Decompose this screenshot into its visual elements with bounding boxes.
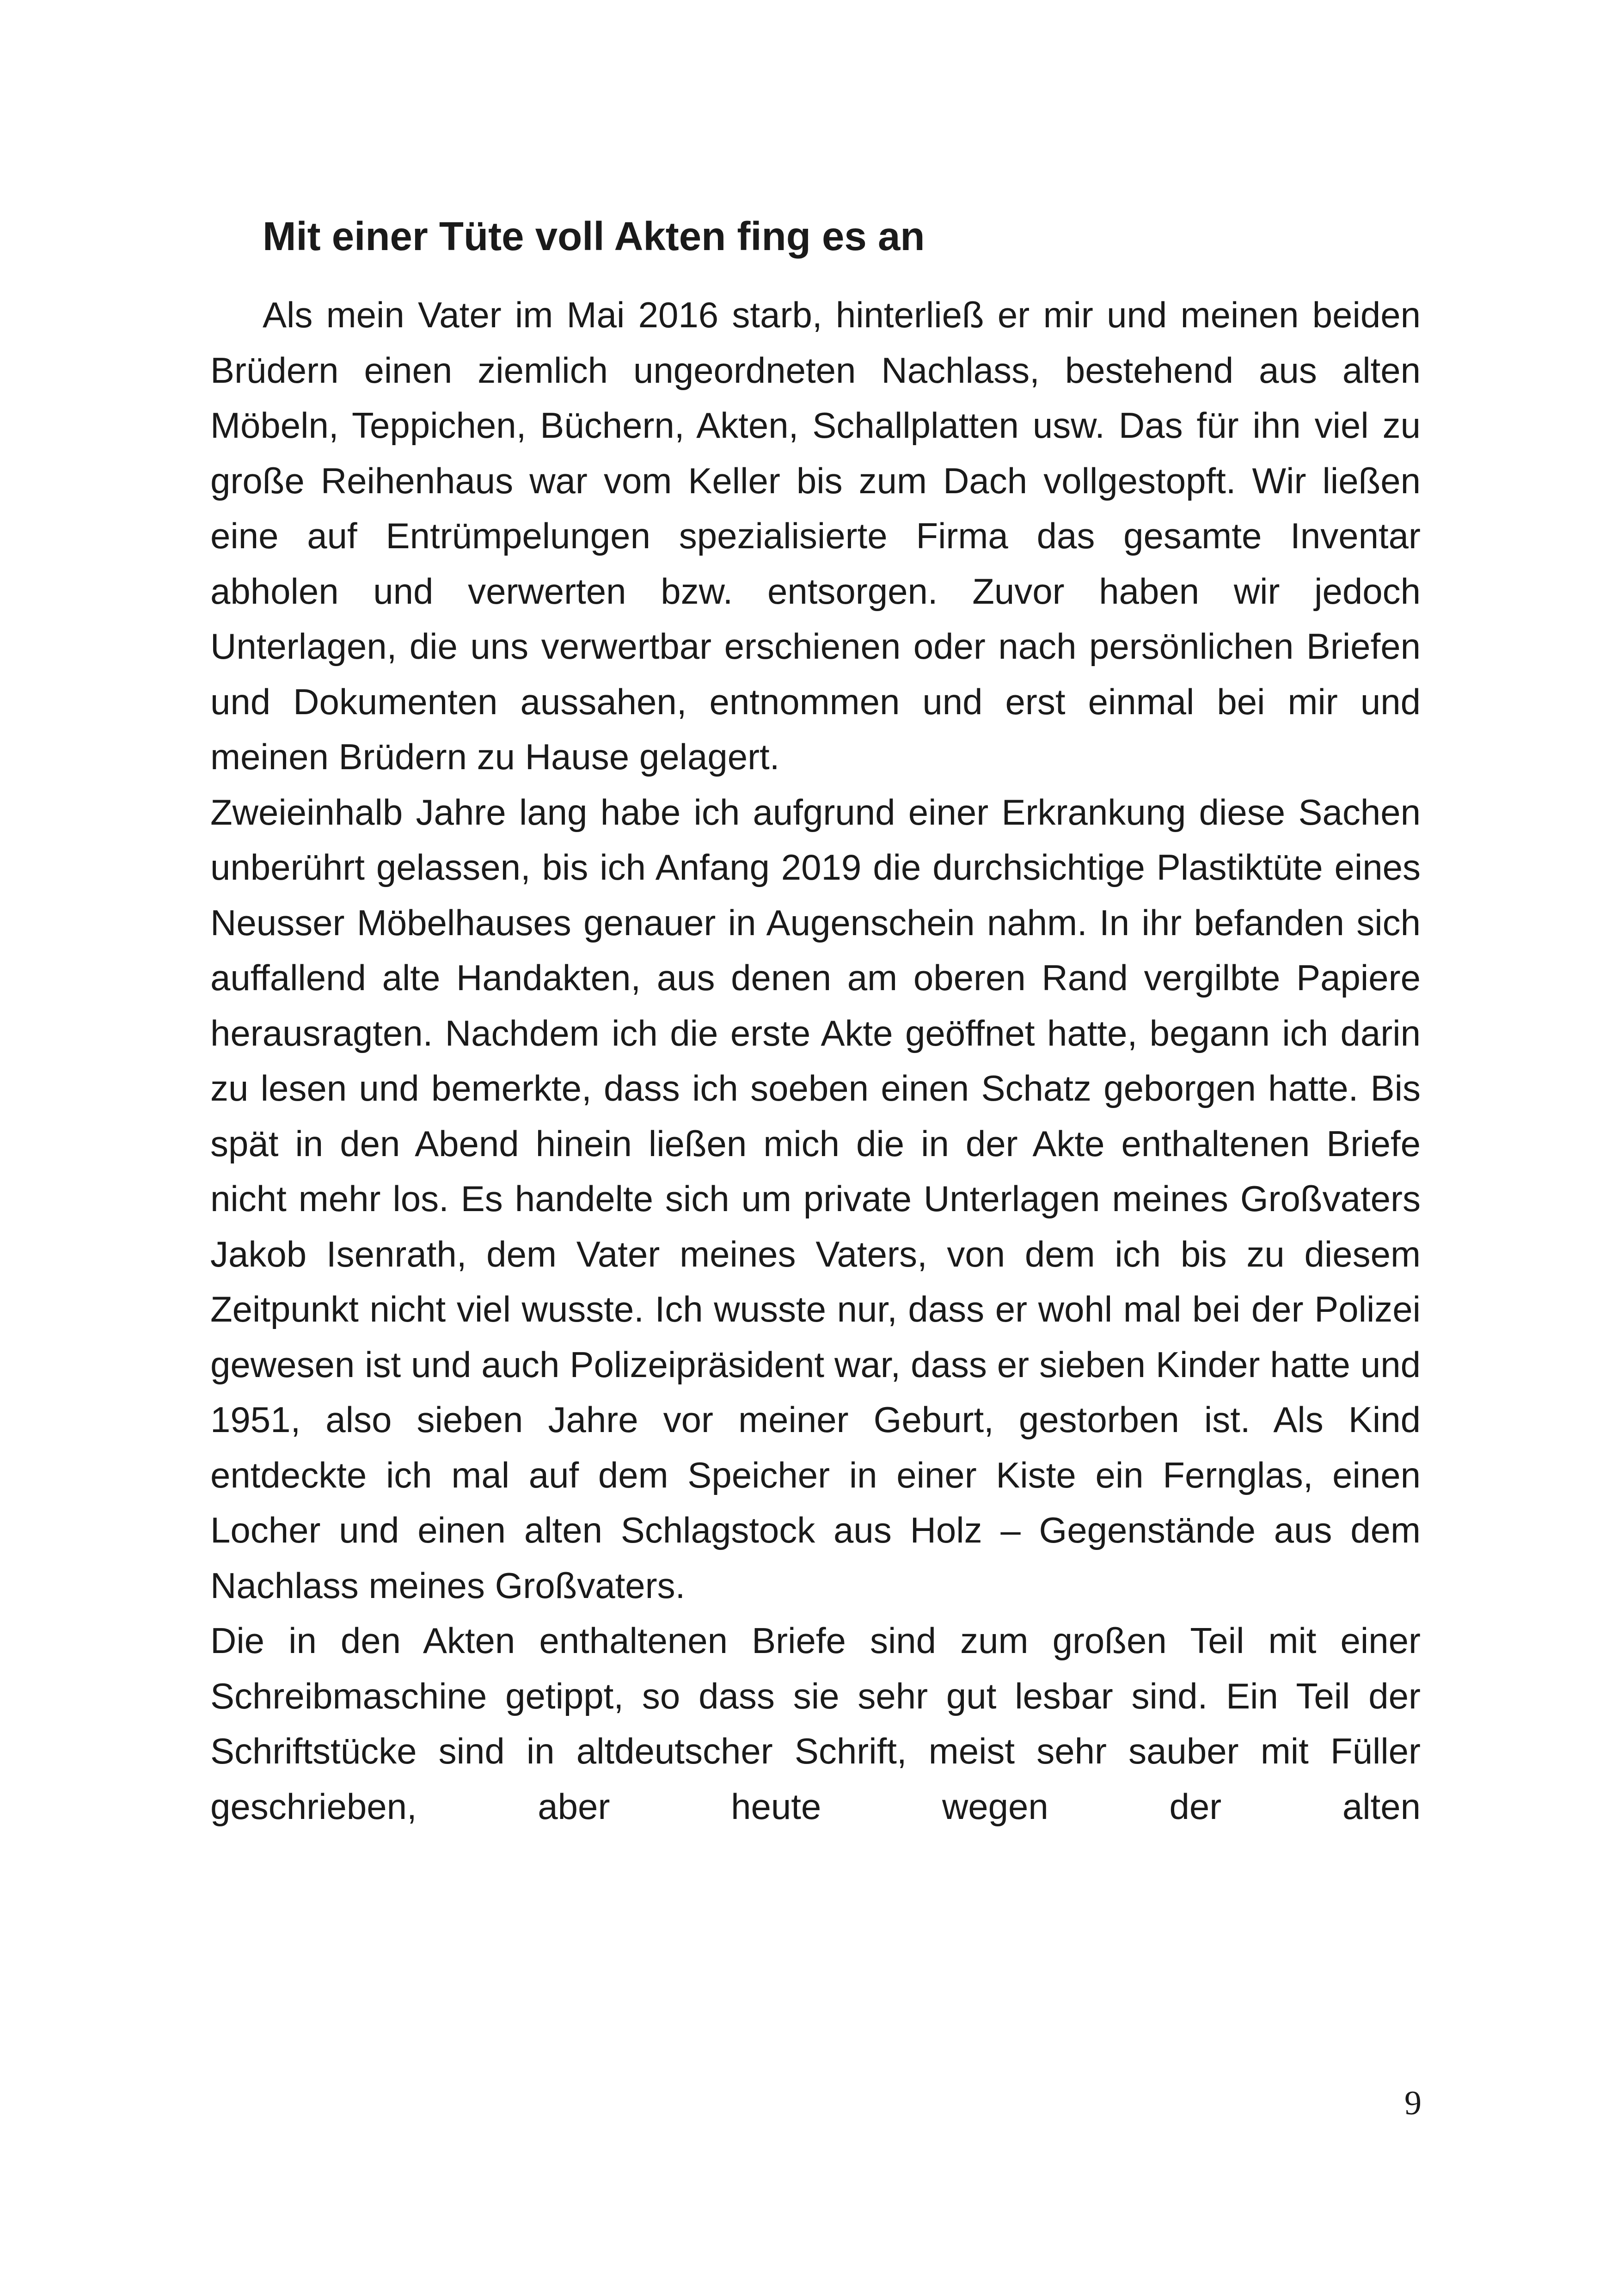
paragraph: Zweieinhalb Jahre lang habe ich aufgrund einer Erkrankung diese Sachen unberührt gelassen, bis ich Anfang 2019 die durchsichtige Plastiktüte eines Neusser Möbelhauses genauer in Augenschein nahm. In ihr befanden sich auffallend alte Handakten, aus denen am oberen Rand vergilbte Papiere herausragten. Nachdem ich die erste Akte geöffnet hatte, begann ich darin zu lesen und bemerkte, dass ich soeben einen Schatz geborgen hatte. Bis spät in den Abend hinein ließen mich die in der Akte enthaltenen Briefe nicht mehr los. Es handelte sich um private Unterlagen meines Großvaters Jakob Isenrath, dem Vater meines Vaters, von dem ich bis zu diesem Zeitpunkt nicht viel wusste. Ich wusste nur, dass er wohl mal bei der Polizei gewesen ist und auch Polizeipräsident war, dass er sieben Kinder hatte und 1951, also sieben Jahre vor meiner Geburt, gestorben ist. Als Kind entdeckte ich mal auf dem Speicher in einer Kiste ein Fernglas, einen Locher und einen alten Schlagstock aus Holz – Gegenstände aus dem Nachlass meines Großvaters.: [210, 791, 1421, 1606]
paragraph: Als mein Vater im Mai 2016 starb, hinterließ er mir und meinen beiden Brüdern einen ziemlich ungeordneten Nachlass, bestehend aus alten Möbeln, Teppichen, Büchern, Akten, Schallplatten usw. Das für ihn viel zu große Reihenhaus war vom Keller bis zum Dach vollgestopft. Wir ließen eine auf Entrümpelungen spezialisierte Firma das gesamte Inventar abholen und verwerten bzw. entsorgen. Zuvor haben wir jedoch Unterlagen, die uns verwertbar erschienen oder nach persönlichen Briefen und Dokumenten aussahen, entnommen und erst einmal bei mir und meinen Brüdern zu Hause gelagert.: [210, 294, 1421, 777]
body-text: [210, 288, 1421, 1834]
page-number: 9: [1404, 2084, 1422, 2122]
chapter-heading: Mit einer Tüte voll Akten fing es an: [263, 214, 925, 259]
paragraph: Die in den Akten enthaltenen Briefe sind zum großen Teil mit einer Schreibmaschine getippt, so dass sie sehr gut lesbar sind. Ein Teil der Schriftstücke sind in altdeutscher Schrift, meist sehr sauber mit Füller geschrieben, aber heute wegen der alten: [210, 1620, 1421, 1827]
